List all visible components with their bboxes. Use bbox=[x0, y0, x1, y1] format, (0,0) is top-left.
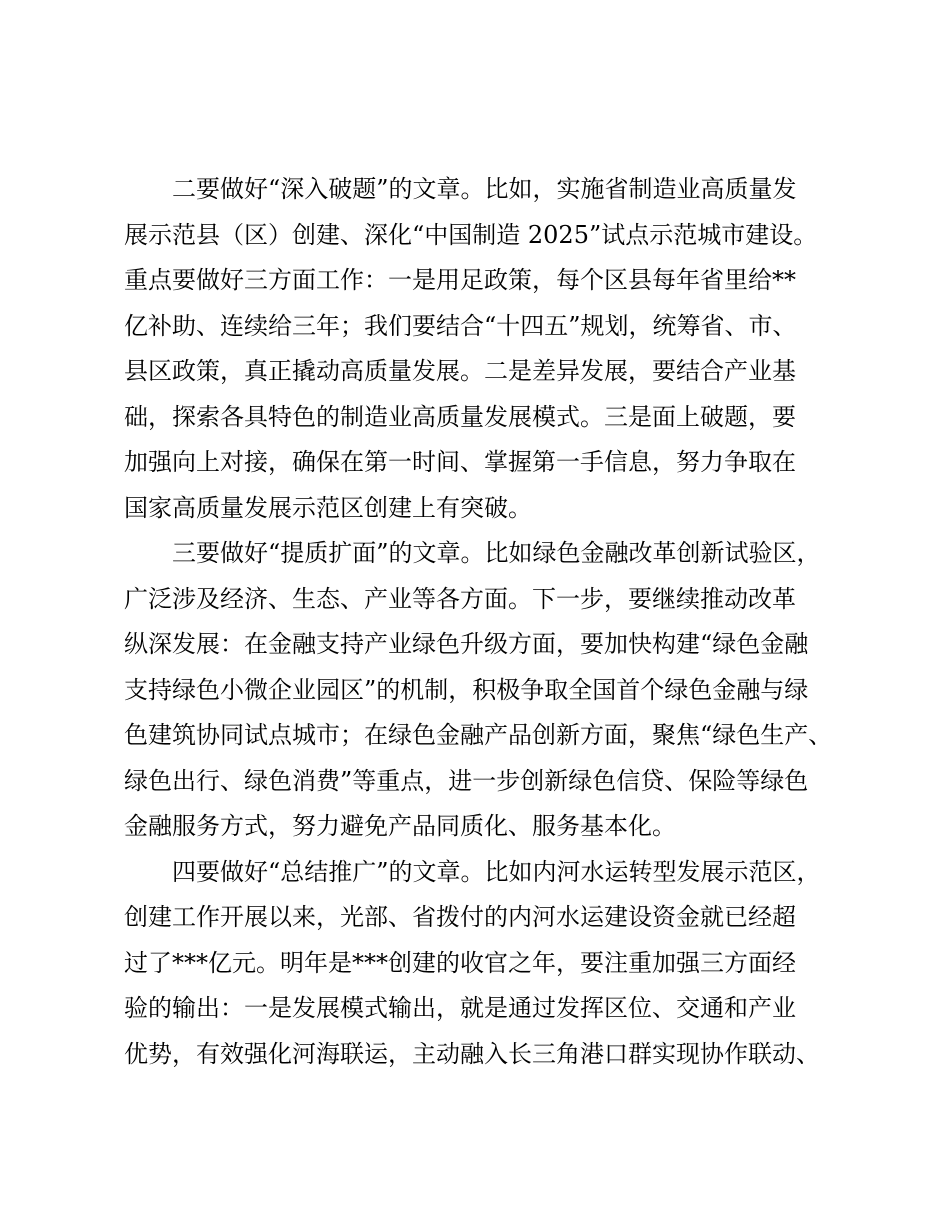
paragraph-4-line-5: 优势，有效强化河海联运，主动融入长三角港口群实现协作联动、 bbox=[124, 1039, 820, 1068]
paragraph-4-line-4: 验的输出：一是发展模式输出，就是通过发挥区位、交通和产业 bbox=[124, 994, 796, 1022]
paragraph-3-line-2: 广泛涉及经济、生态、产业等各方面。下一步，要继续推动改革 bbox=[124, 584, 796, 613]
paragraph-2-line-4: 亿补助、连续给三年；我们要结合“十四五”规划，统筹省、市、 bbox=[124, 311, 797, 340]
paragraph-3-line-6: 绿色出行、绿色消费”等重点，进一步创新绿色信贷、保险等绿色 bbox=[124, 766, 809, 795]
paragraph-3-line-1: 三要做好“提质扩面”的文章。比如绿色金融改革创新试验区， bbox=[172, 539, 821, 567]
paragraph-4-line-1: 四要做好“总结推广”的文章。比如内河水运转型发展示范区， bbox=[172, 857, 821, 886]
paragraph-2-line-6: 础，探索各具特色的制造业高质量发展模式。三是面上破题，要 bbox=[124, 402, 796, 431]
paragraph-3-line-7: 金融服务方式，努力避免产品同质化、服务基本化。 bbox=[124, 812, 676, 840]
paragraph-2-line-3: 重点要做好三方面工作：一是用足政策，每个区县每年省里给** bbox=[124, 266, 796, 294]
paragraph-4-line-2: 创建工作开展以来，光部、省拨付的内河水运建设资金就已经超 bbox=[124, 903, 796, 931]
paragraph-2-line-7: 加强向上对接，确保在第一时间、掌握第一手信息，努力争取在 bbox=[124, 448, 796, 476]
document-body bbox=[124, 167, 844, 1077]
paragraph-3-line-5: 色建筑协同试点城市；在绿色金融产品创新方面，聚焦“绿色生产、 bbox=[124, 721, 833, 749]
paragraph-3-line-3: 纵深发展：在金融支持产业绿色升级方面，要加快构建“绿色金融 bbox=[124, 630, 809, 658]
paragraph-2-line-1: 二要做好“深入破题”的文章。比如，实施省制造业高质量发 bbox=[172, 175, 797, 203]
paragraph-2-line-8: 国家高质量发展示范区创建上有突破。 bbox=[124, 493, 532, 522]
paragraph-2-line-5: 县区政策，真正撬动高质量发展。二是差异发展，要结合产业基 bbox=[124, 357, 796, 385]
paragraph-4-line-3: 过了***亿元。明年是***创建的收官之年，要注重加强三方面经 bbox=[124, 948, 796, 977]
paragraph-2-line-2: 展示范县（区）创建、深化“中国制造 2025”试点示范城市建设。 bbox=[124, 220, 818, 249]
paragraph-3-line-4: 支持绿色小微企业园区”的机制，积极争取全国首个绿色金融与绿 bbox=[124, 675, 809, 704]
